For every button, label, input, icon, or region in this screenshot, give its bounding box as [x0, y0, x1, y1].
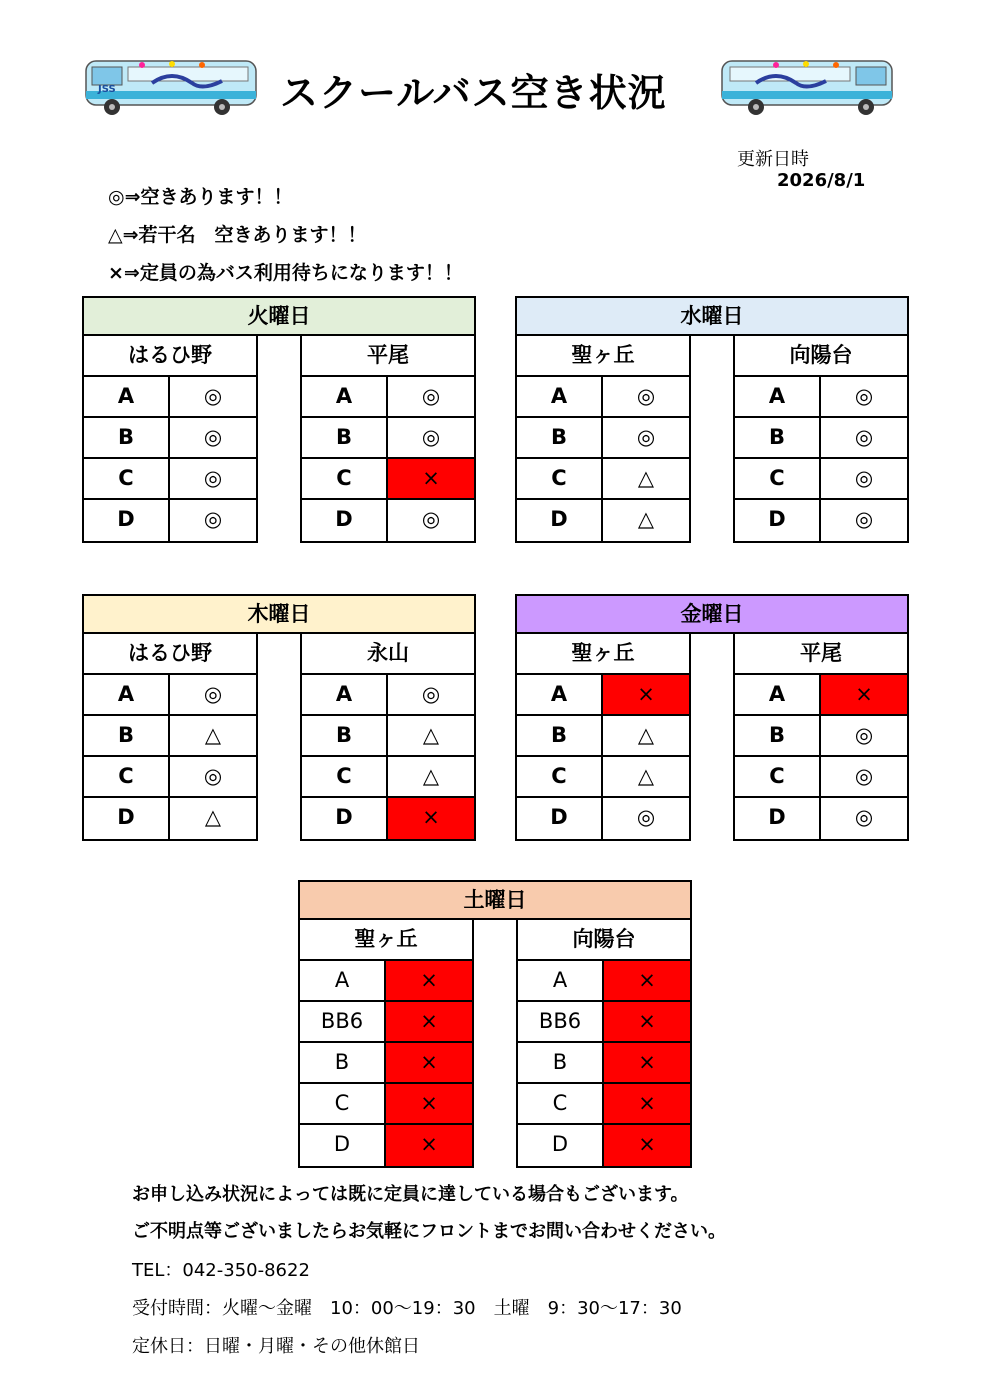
availability-status: ×: [388, 459, 474, 498]
reception-hours: 受付時間：火曜～金曜 10：00～19：30 土曜 9：30～17：30: [132, 1298, 682, 1319]
availability-status: ◎: [203, 507, 223, 531]
availability-status: ◎: [421, 507, 441, 531]
location-table: [82, 632, 258, 841]
day-header: 金曜日: [515, 594, 909, 634]
bus-row: [735, 716, 907, 757]
availability-status: ◎: [421, 682, 441, 706]
bus-row: [84, 500, 256, 541]
bus-route-label: D: [84, 798, 170, 839]
bus-route-label: A: [84, 377, 170, 416]
day-header: 木曜日: [82, 594, 476, 634]
day-block-saturday: [298, 880, 692, 1168]
bus-row: [518, 1002, 690, 1043]
bus-route-label: D: [735, 798, 821, 839]
location-table: [733, 632, 909, 841]
location-name: 聖ヶ丘: [300, 920, 472, 961]
availability-status: ◎: [636, 805, 656, 829]
availability-status: ×: [604, 1043, 690, 1082]
availability-status: ×: [604, 1125, 690, 1166]
bus-row: [84, 757, 256, 798]
availability-status: ◎: [203, 425, 223, 449]
bus-route-label: D: [302, 798, 388, 839]
bus-route-label: B: [735, 418, 821, 457]
bus-row: [300, 1043, 472, 1084]
bus-row: [517, 500, 689, 541]
location-name: 向陽台: [735, 336, 907, 377]
day-header: 火曜日: [82, 296, 476, 336]
phone-number: TEL：042-350-8622: [132, 1260, 310, 1281]
availability-status: △: [422, 764, 440, 788]
availability-status: ×: [604, 961, 690, 1000]
bus-row: [84, 377, 256, 418]
location-table: [82, 334, 258, 543]
bus-row: [517, 675, 689, 716]
availability-status: △: [637, 764, 655, 788]
bus-row: [518, 1084, 690, 1125]
bus-route-label: B: [735, 716, 821, 755]
location-table: [300, 632, 476, 841]
availability-status: △: [637, 507, 655, 531]
bus-route-label: D: [300, 1125, 386, 1166]
notice-capacity: お申し込み状況によっては既に定員に達している場合もございます。: [132, 1184, 689, 1205]
day-block-wednesday: [515, 296, 909, 543]
location-name: はるひ野: [84, 336, 256, 377]
location-name: 聖ヶ丘: [517, 336, 689, 377]
availability-status: ×: [386, 1125, 472, 1166]
legend-waitlist: ×⇒定員の為バス利用待ちになります！！: [108, 262, 463, 284]
bus-row: [517, 459, 689, 500]
bus-route-label: C: [517, 757, 603, 796]
bus-route-label: D: [84, 500, 170, 541]
availability-status: ◎: [203, 384, 223, 408]
location-name: 永山: [302, 634, 474, 675]
bus-route-label: B: [84, 418, 170, 457]
bus-row: [300, 1002, 472, 1043]
availability-status: ×: [386, 1084, 472, 1123]
bus-row: [518, 961, 690, 1002]
availability-status: ◎: [854, 507, 874, 531]
bus-route-label: B: [517, 418, 603, 457]
day-block-tuesday: [82, 296, 476, 543]
bus-route-label: A: [300, 961, 386, 1000]
updated-label: 更新日時: [737, 149, 809, 170]
bus-row: [517, 418, 689, 459]
location-name: はるひ野: [84, 634, 256, 675]
location-table: [515, 334, 691, 543]
availability-status: ×: [603, 675, 689, 714]
availability-status: ◎: [203, 682, 223, 706]
bus-row: [735, 757, 907, 798]
location-table: [515, 632, 691, 841]
bus-row: [517, 798, 689, 839]
bus-route-label: A: [302, 675, 388, 714]
location-name: 聖ヶ丘: [517, 634, 689, 675]
school-bus-illustration-left: [82, 55, 262, 117]
availability-status: ×: [604, 1002, 690, 1041]
day-header: 土曜日: [298, 880, 692, 920]
bus-row: [84, 675, 256, 716]
bus-row: [302, 675, 474, 716]
bus-row: [735, 675, 907, 716]
bus-route-label: B: [302, 716, 388, 755]
bus-row: [517, 757, 689, 798]
bus-route-label: D: [518, 1125, 604, 1166]
bus-route-label: B: [302, 418, 388, 457]
bus-route-label: B: [84, 716, 170, 755]
bus-row: [302, 798, 474, 839]
bus-route-label: A: [517, 675, 603, 714]
availability-status: ×: [386, 1002, 472, 1041]
day-block-thursday: [82, 594, 476, 841]
bus-row: [84, 418, 256, 459]
availability-status: ◎: [854, 764, 874, 788]
availability-status: △: [637, 466, 655, 490]
bus-route-label: C: [517, 459, 603, 498]
bus-route-label: A: [518, 961, 604, 1000]
updated-date: 2026/8/1: [777, 170, 866, 191]
availability-status: ◎: [854, 466, 874, 490]
availability-status: ◎: [203, 466, 223, 490]
bus-route-label: A: [735, 675, 821, 714]
bus-row: [518, 1125, 690, 1166]
bus-route-label: A: [517, 377, 603, 416]
bus-row: [300, 1084, 472, 1125]
availability-status: △: [204, 805, 222, 829]
location-name: 平尾: [735, 634, 907, 675]
bus-route-label: B: [517, 716, 603, 755]
bus-row: [517, 377, 689, 418]
notice-contact: ご不明点等ございましたらお気軽にフロントまでお問い合わせください。: [132, 1221, 726, 1242]
bus-row: [84, 459, 256, 500]
bus-route-label: C: [84, 459, 170, 498]
bus-row: [735, 459, 907, 500]
bus-route-label: D: [735, 500, 821, 541]
availability-status: ◎: [421, 425, 441, 449]
bus-row: [302, 418, 474, 459]
bus-row: [84, 798, 256, 839]
bus-route-label: B: [518, 1043, 604, 1082]
location-table: [733, 334, 909, 543]
availability-status: ×: [386, 1043, 472, 1082]
bus-row: [735, 377, 907, 418]
page-title: スクールバス空き状況: [280, 71, 667, 115]
bus-route-label: C: [735, 757, 821, 796]
closed-days: 定休日：日曜・月曜・その他休館日: [132, 1336, 420, 1357]
day-block-friday: [515, 594, 909, 841]
bus-route-label: D: [302, 500, 388, 541]
location-table: [300, 334, 476, 543]
bus-route-label: C: [302, 757, 388, 796]
availability-status: ◎: [636, 425, 656, 449]
bus-route-label: C: [735, 459, 821, 498]
availability-status: ◎: [203, 764, 223, 788]
bus-route-label: A: [735, 377, 821, 416]
legend-available: ◎⇒空きあります！！: [108, 186, 293, 208]
availability-status: ×: [821, 675, 907, 714]
bus-logo-text: JSS: [98, 84, 116, 95]
bus-route-label: D: [517, 798, 603, 839]
location-name: 平尾: [302, 336, 474, 377]
bus-row: [302, 459, 474, 500]
availability-status: ×: [604, 1084, 690, 1123]
bus-row: [735, 500, 907, 541]
location-table: [298, 918, 474, 1168]
location-name: 向陽台: [518, 920, 690, 961]
bus-row: [302, 716, 474, 757]
bus-row: [84, 716, 256, 757]
availability-status: ◎: [854, 723, 874, 747]
bus-route-label: BB6: [300, 1002, 386, 1041]
bus-row: [300, 1125, 472, 1166]
location-table: [516, 918, 692, 1168]
availability-status: ◎: [854, 384, 874, 408]
availability-status: ◎: [854, 425, 874, 449]
bus-route-label: BB6: [518, 1002, 604, 1041]
bus-route-label: C: [300, 1084, 386, 1123]
day-header: 水曜日: [515, 296, 909, 336]
bus-row: [735, 418, 907, 459]
legend-few-seats: △⇒若干名 空きあります！！: [108, 224, 367, 246]
school-bus-illustration-right: [716, 55, 896, 117]
bus-route-label: C: [518, 1084, 604, 1123]
availability-status: ◎: [636, 384, 656, 408]
bus-row: [735, 798, 907, 839]
bus-row: [302, 377, 474, 418]
bus-row: [302, 500, 474, 541]
bus-route-label: C: [302, 459, 388, 498]
availability-status: ◎: [421, 384, 441, 408]
bus-route-label: C: [84, 757, 170, 796]
availability-status: ×: [388, 798, 474, 839]
availability-status: ◎: [854, 805, 874, 829]
availability-status: ×: [386, 961, 472, 1000]
bus-row: [300, 961, 472, 1002]
bus-route-label: B: [300, 1043, 386, 1082]
bus-row: [302, 757, 474, 798]
bus-route-label: D: [517, 500, 603, 541]
bus-route-label: A: [302, 377, 388, 416]
bus-row: [518, 1043, 690, 1084]
bus-route-label: A: [84, 675, 170, 714]
availability-status: △: [637, 723, 655, 747]
bus-row: [517, 716, 689, 757]
availability-status: △: [204, 723, 222, 747]
availability-status: △: [422, 723, 440, 747]
